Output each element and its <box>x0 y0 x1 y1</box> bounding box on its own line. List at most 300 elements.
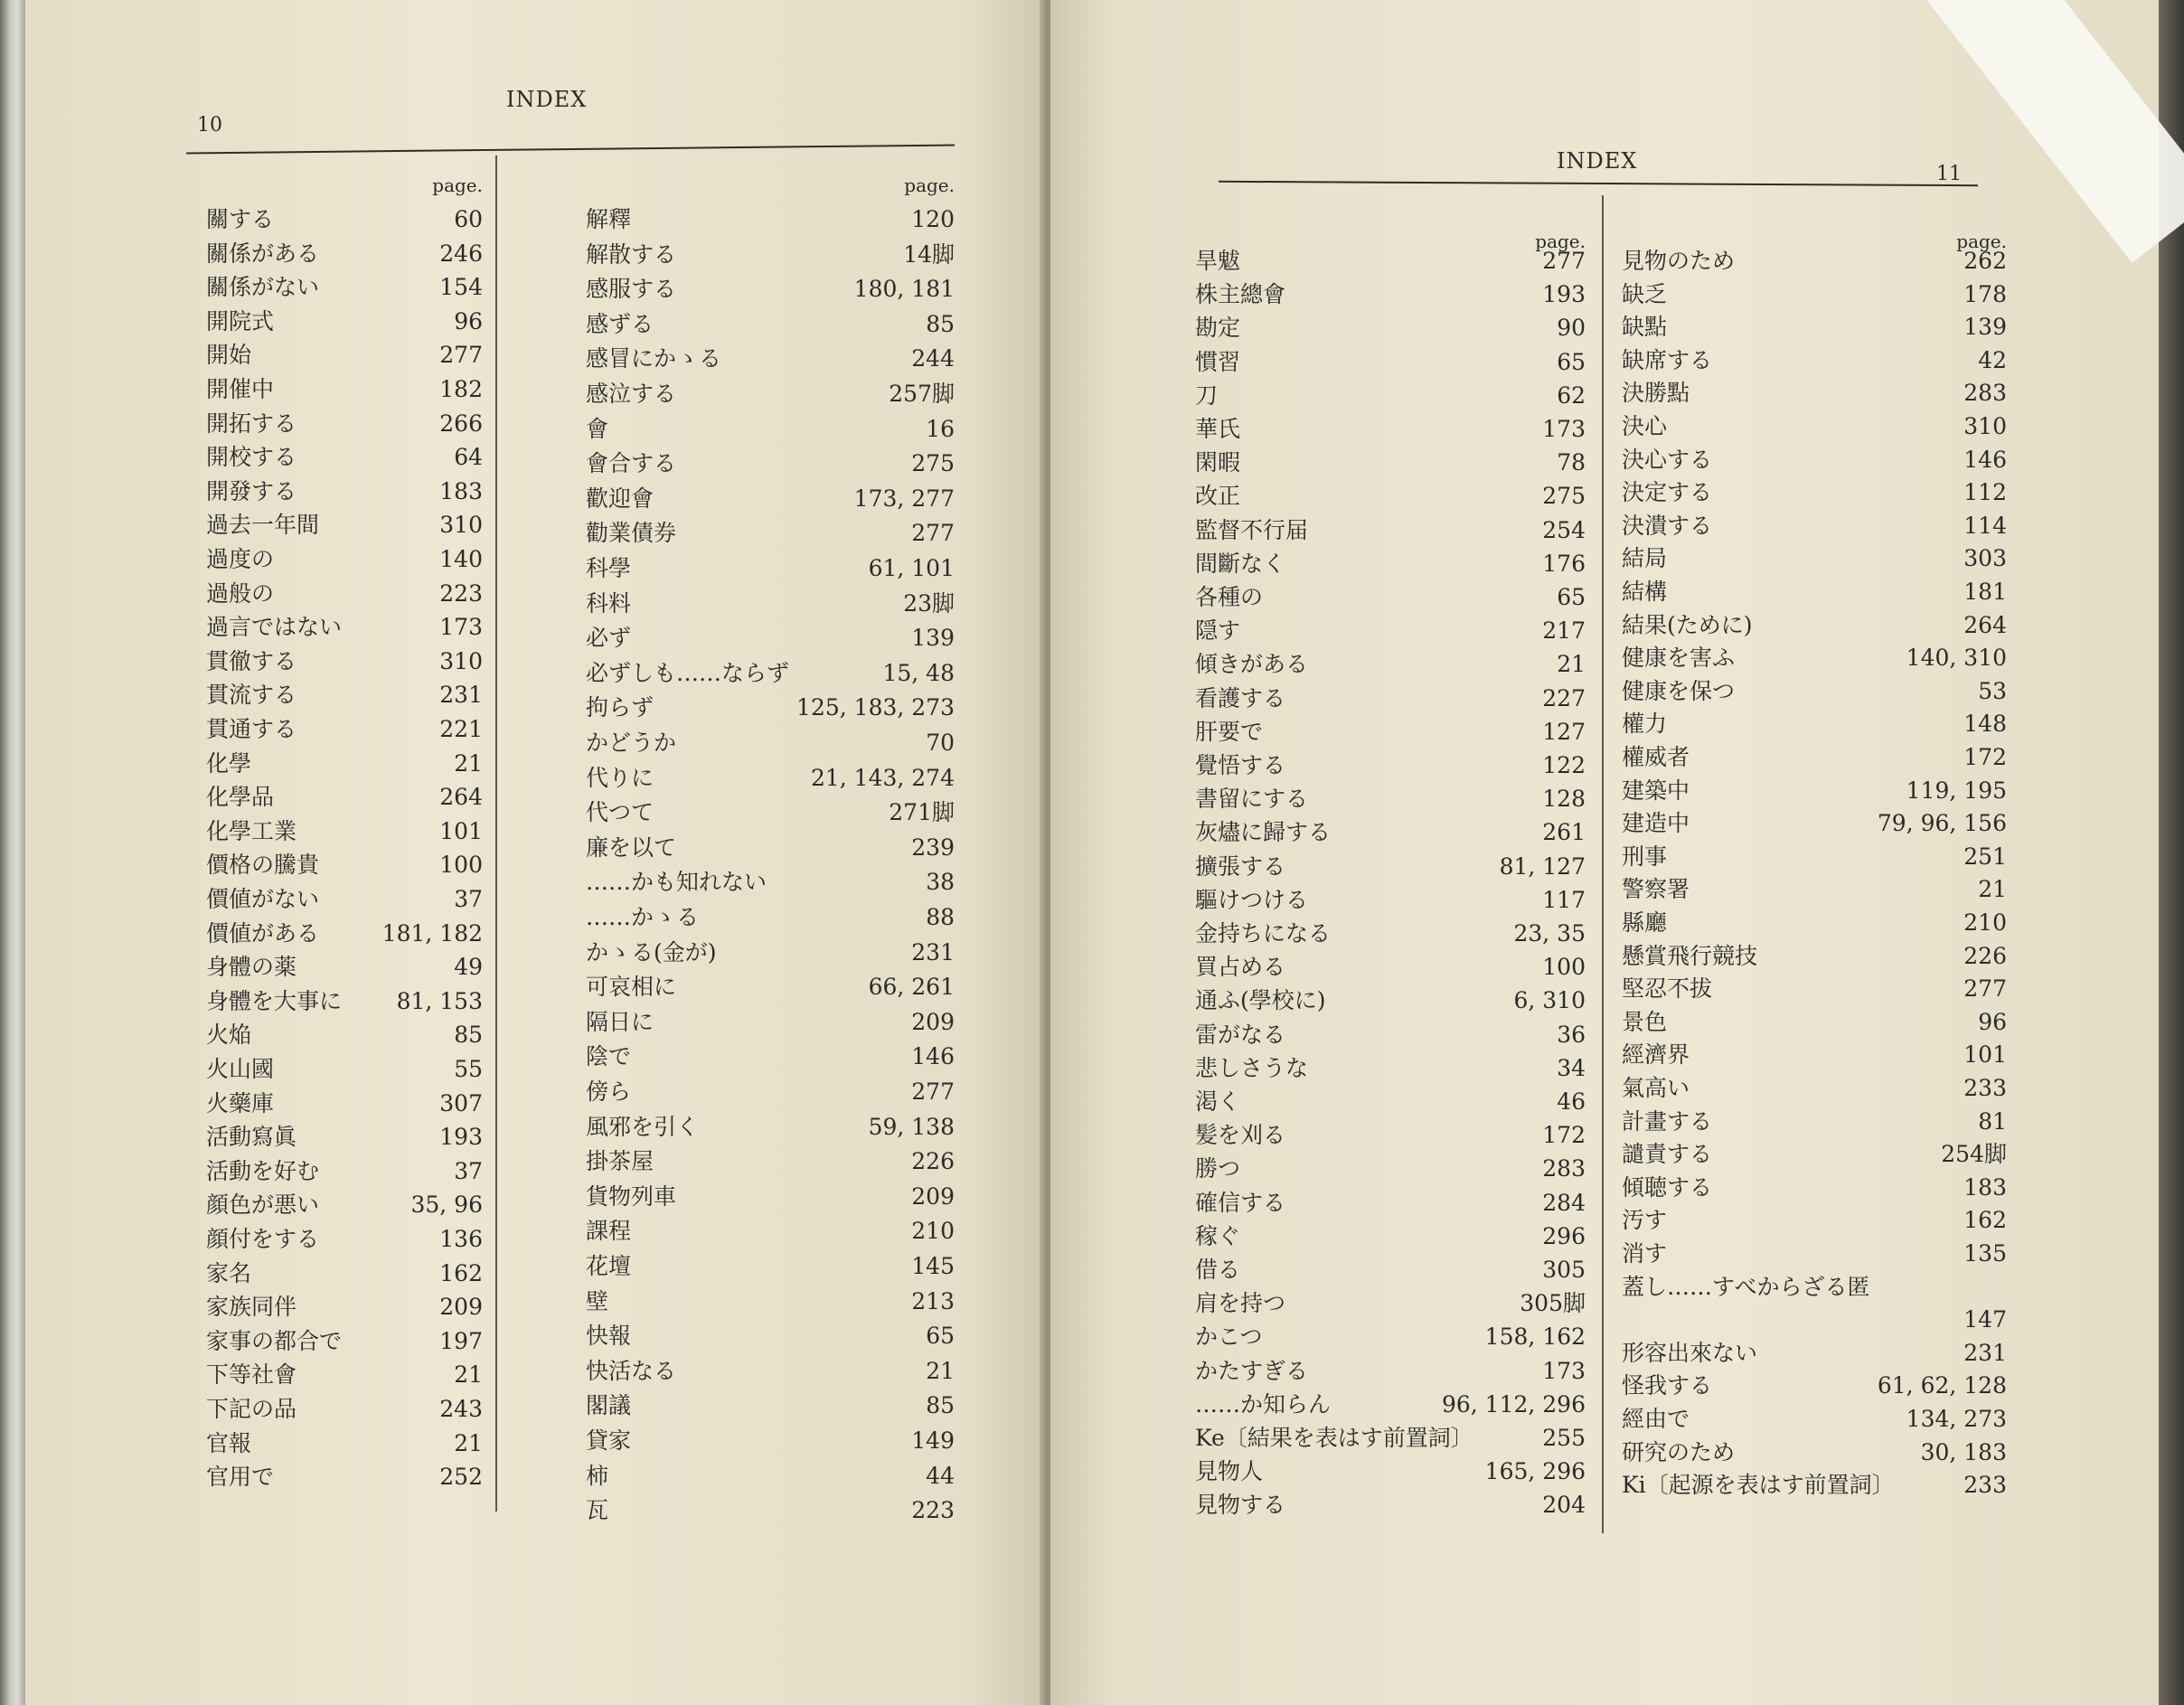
index-page-ref: 244 <box>911 345 955 372</box>
index-term: 建築中 <box>1622 777 1690 804</box>
index-page-ref: 88 <box>926 904 955 930</box>
index-entry <box>1622 476 2007 509</box>
index-entry <box>1622 1303 2007 1336</box>
index-page-ref: 100 <box>1542 954 1586 981</box>
index-entry <box>586 1040 955 1073</box>
index-term: 渇く <box>1195 1088 1241 1115</box>
index-page-ref: 254 <box>1542 516 1586 543</box>
index-page-ref: 264 <box>439 784 483 811</box>
index-term: 開催中 <box>206 376 275 402</box>
index-entry <box>586 1493 955 1527</box>
index-term: 雷がなる <box>1195 1021 1286 1048</box>
index-entry <box>206 1324 483 1358</box>
index-term: 研究のため <box>1622 1438 1736 1465</box>
index-entry <box>206 270 483 304</box>
index-entry <box>1195 1455 1586 1488</box>
index-page-ref: 37 <box>454 886 483 912</box>
index-page-ref: 15, 48 <box>882 659 955 686</box>
index-term: 閣議 <box>586 1392 632 1419</box>
index-term: 顔色が悪い <box>206 1192 320 1219</box>
index-entry <box>1622 575 2007 608</box>
index-entry <box>1622 1005 2007 1039</box>
index-entry <box>1195 782 1586 815</box>
index-term: 會 <box>586 415 609 442</box>
index-entry <box>1195 1286 1586 1320</box>
index-entry <box>586 1319 955 1352</box>
index-page-ref: 70 <box>926 730 955 756</box>
index-page-ref: 65 <box>1557 348 1586 375</box>
index-entry <box>1622 740 2007 774</box>
index-entry <box>1195 883 1586 917</box>
index-term: 必ずしも……ならず <box>586 659 790 686</box>
index-page-ref: 277 <box>1542 248 1586 274</box>
index-entry <box>1195 815 1586 849</box>
index-term: 金持ちになる <box>1195 920 1332 947</box>
index-term: 過度の <box>206 546 275 572</box>
index-page-ref: 146 <box>1963 446 2007 473</box>
index-page-ref: 173, 277 <box>853 485 955 512</box>
index-entry <box>586 1214 955 1248</box>
index-entry <box>1195 917 1586 950</box>
index-page-ref: 305脚 <box>1520 1290 1586 1317</box>
index-entry <box>1195 1320 1586 1353</box>
index-page-ref: 283 <box>1542 1155 1586 1182</box>
index-entry <box>586 936 955 969</box>
index-entry <box>206 237 483 270</box>
index-entry <box>1195 1421 1586 1455</box>
index-term: 見物のため <box>1622 248 1736 274</box>
index-entry <box>206 1018 483 1051</box>
index-term: ……かゝる <box>586 904 700 930</box>
index-page-ref: 140 <box>439 546 483 572</box>
index-entry <box>1195 1051 1586 1085</box>
index-entry <box>586 238 955 271</box>
index-term: 陰で <box>586 1043 632 1070</box>
index-entry <box>206 747 483 780</box>
index-term: 勘定 <box>1195 315 1241 342</box>
index-term: 建造中 <box>1622 810 1690 837</box>
index-term: 髪を刈る <box>1195 1122 1286 1149</box>
index-entry <box>1195 1388 1586 1421</box>
index-term: 健康を保つ <box>1622 677 1736 704</box>
page-number: 11 <box>1936 163 1962 185</box>
index-page-ref: 239 <box>911 834 955 861</box>
index-page-ref: 172 <box>1542 1122 1586 1149</box>
index-page-ref: 277 <box>911 1079 955 1105</box>
index-page-ref: 139 <box>911 625 955 652</box>
index-entry <box>586 482 955 515</box>
index-term: 健康を害ふ <box>1622 645 1736 672</box>
index-page-ref: 85 <box>926 310 955 337</box>
index-entry <box>206 475 483 508</box>
index-term: 開發する <box>206 477 297 504</box>
page-header: INDEX <box>506 87 588 112</box>
index-entry <box>206 372 483 406</box>
index-page-ref: 21 <box>1978 876 2007 903</box>
index-page-ref: 36 <box>1557 1021 1586 1048</box>
index-page-ref: 277 <box>1963 975 2007 1003</box>
index-page-ref: 310 <box>439 512 483 539</box>
index-page-ref: 210 <box>911 1218 955 1245</box>
index-page-ref: 79, 96, 156 <box>1877 810 2007 837</box>
index-entry <box>586 1285 955 1318</box>
index-term: 肩を持つ <box>1195 1290 1286 1317</box>
index-term: 悲しさうな <box>1195 1054 1309 1081</box>
page-label: page. <box>1535 231 1586 252</box>
index-page-ref: 180, 181 <box>853 276 955 303</box>
index-term: かどうか <box>586 730 677 756</box>
index-entry <box>206 407 483 440</box>
index-term: かたすぎる <box>1195 1357 1309 1384</box>
index-page-ref: 21 <box>926 1357 955 1384</box>
index-entry <box>1622 1369 2007 1402</box>
index-page-ref: 96, 112, 296 <box>1441 1390 1586 1418</box>
index-page-ref: 55 <box>454 1056 483 1082</box>
index-term: 感泣する <box>586 381 677 407</box>
index-page-ref: 136 <box>439 1226 483 1252</box>
index-page-ref: 183 <box>1963 1173 2007 1201</box>
left-page <box>25 0 1047 1705</box>
index-entry <box>206 1460 483 1493</box>
index-page-ref: 223 <box>439 579 483 607</box>
index-term: 官用で <box>206 1464 275 1491</box>
index-entry <box>586 796 955 829</box>
index-entry <box>586 1424 955 1457</box>
index-term: 歡迎會 <box>586 485 654 512</box>
index-term: 監督不行届 <box>1195 516 1309 543</box>
index-page-ref: 209 <box>911 1182 955 1210</box>
index-page-ref: 96 <box>1978 1008 2007 1035</box>
index-entry <box>586 831 955 864</box>
index-entry <box>206 1358 483 1391</box>
index-page-ref: 81, 153 <box>396 987 483 1014</box>
index-entry <box>586 307 955 341</box>
index-entry <box>1195 1186 1586 1220</box>
index-entry <box>1622 608 2007 642</box>
index-page-ref: 90 <box>1557 315 1586 342</box>
index-entry <box>206 203 483 236</box>
index-page-ref: 176 <box>1542 550 1586 577</box>
index-page-ref: 134, 273 <box>1906 1406 2007 1432</box>
index-page-ref: 35, 96 <box>410 1192 483 1219</box>
index-term: 見物する <box>1195 1492 1286 1519</box>
index-entry <box>1622 1436 2007 1469</box>
index-page-ref: 96 <box>454 307 483 334</box>
index-page-ref: 310 <box>439 647 483 674</box>
index-page-ref: 204 <box>1542 1492 1586 1519</box>
index-term: 火焔 <box>206 1022 252 1049</box>
index-term: 隠す <box>1195 617 1241 645</box>
index-page-ref: 128 <box>1542 786 1586 813</box>
index-page-ref: 21 <box>454 1429 483 1456</box>
index-entry <box>206 848 483 881</box>
index-page-ref: 146 <box>911 1043 955 1070</box>
index-entry <box>1622 972 2007 1005</box>
index-term: 關する <box>206 206 275 232</box>
index-entry <box>586 691 955 724</box>
index-page-ref: 78 <box>1557 449 1586 476</box>
index-entry <box>1195 647 1586 681</box>
index-page-ref: 254脚 <box>1941 1141 2007 1168</box>
index-entry <box>586 516 955 550</box>
index-entry <box>586 1005 955 1039</box>
index-entry <box>1622 443 2007 476</box>
index-page-ref: 162 <box>439 1259 483 1286</box>
index-entry <box>1195 850 1586 883</box>
index-entry <box>206 1257 483 1290</box>
index-term: 下記の品 <box>206 1396 297 1422</box>
book-cover-edge <box>0 0 25 1705</box>
index-page-ref: 81 <box>1978 1107 2007 1135</box>
index-entry <box>206 1154 483 1188</box>
index-page-ref: 101 <box>439 817 483 844</box>
index-term: Ki〔起源を表はす前置詞〕 <box>1622 1472 1895 1499</box>
index-term: かこつ <box>1195 1323 1263 1351</box>
index-term: 可哀相に <box>586 974 677 1001</box>
index-page-ref: 246 <box>439 240 483 267</box>
index-entry <box>586 970 955 1003</box>
index-entry <box>206 1290 483 1323</box>
index-term: 見物人 <box>1195 1458 1264 1485</box>
index-page-ref: 231 <box>911 938 955 966</box>
index-term: 權力 <box>1622 711 1668 738</box>
index-entry <box>206 882 483 916</box>
index-entry <box>1195 513 1586 547</box>
index-term: 關係がない <box>206 274 320 301</box>
index-term: 過言ではない <box>206 614 343 641</box>
index-term: 開院式 <box>206 307 275 334</box>
index-term: 傍ら <box>586 1079 632 1105</box>
index-term: 家族同伴 <box>206 1294 297 1321</box>
index-page-ref: 231 <box>439 682 483 709</box>
index-term: 形容出來ない <box>1622 1339 1758 1366</box>
index-entry <box>1622 1270 2007 1304</box>
index-page-ref: 149 <box>911 1427 955 1454</box>
index-term: 柿 <box>586 1462 609 1489</box>
index-entry <box>206 984 483 1018</box>
index-entry <box>1195 682 1586 715</box>
page-label: page. <box>1956 231 2007 252</box>
index-term: 驅けつける <box>1195 886 1309 913</box>
index-entry <box>206 338 483 372</box>
index-entry <box>1195 412 1586 446</box>
index-page-ref: 148 <box>1963 711 2007 738</box>
index-entry <box>206 440 483 474</box>
index-page-ref: 114 <box>1963 512 2007 539</box>
index-page-ref: 257脚 <box>889 381 955 407</box>
index-term: 貨物列車 <box>586 1182 677 1210</box>
index-entry <box>1622 244 2007 278</box>
index-entry <box>586 1180 955 1213</box>
index-term: 價格の騰貴 <box>206 852 320 879</box>
index-page-ref: 120 <box>911 206 955 232</box>
index-term: 科學 <box>586 555 632 581</box>
index-page-ref: 223 <box>911 1497 955 1524</box>
index-entry <box>206 1427 483 1460</box>
index-term: 快活なる <box>586 1357 677 1384</box>
index-entry <box>586 1249 955 1283</box>
index-term: 火山國 <box>206 1056 275 1082</box>
index-page-ref: 101 <box>1963 1041 2007 1069</box>
index-page-ref: 271脚 <box>889 799 955 826</box>
index-page-ref: 283 <box>1963 380 2007 407</box>
index-term: 各種の <box>1195 584 1264 610</box>
page-header: INDEX <box>1557 148 1638 174</box>
index-entry <box>1622 674 2007 708</box>
index-entry <box>1622 806 2007 840</box>
index-page-ref: 145 <box>911 1253 955 1279</box>
index-term: 活動を好む <box>206 1157 320 1184</box>
index-term: 關係がある <box>206 240 320 267</box>
header-rule <box>1219 181 1978 186</box>
index-page-ref: 172 <box>1963 744 2007 770</box>
index-page-ref: 44 <box>926 1462 955 1489</box>
index-entry <box>1195 479 1586 513</box>
index-page-ref: 227 <box>1542 684 1586 711</box>
index-page-ref: 303 <box>1963 545 2007 572</box>
index-entry <box>206 917 483 950</box>
index-entry <box>1622 872 2007 906</box>
index-entry <box>206 1052 483 1086</box>
index-term: 看護する <box>1195 684 1286 711</box>
index-page-ref: 16 <box>926 415 955 442</box>
index-entry <box>1195 547 1586 580</box>
index-page-ref: 162 <box>1963 1207 2007 1234</box>
index-page-ref: 182 <box>439 376 483 402</box>
index-page-ref: 252 <box>439 1464 483 1491</box>
index-entry <box>206 1392 483 1426</box>
index-entry <box>1622 1237 2007 1270</box>
index-page-ref: 60 <box>454 206 483 232</box>
index-term: 書留にする <box>1195 786 1309 813</box>
index-entry <box>206 577 483 610</box>
index-page-ref: 46 <box>1557 1088 1586 1115</box>
index-page-ref: 64 <box>454 444 483 471</box>
index-entry <box>586 1145 955 1178</box>
index-entry <box>1622 410 2007 443</box>
index-entry <box>1195 446 1586 479</box>
index-page-ref: 183 <box>439 477 483 504</box>
index-term: 旱魃 <box>1195 248 1241 274</box>
index-term: 經濟界 <box>1622 1041 1690 1069</box>
index-term: 勸業債券 <box>586 520 677 547</box>
index-term: 氣高い <box>1622 1075 1690 1101</box>
index-entry <box>586 447 955 480</box>
index-term: 火藥庫 <box>206 1089 275 1116</box>
index-page-ref: 135 <box>1963 1240 2007 1267</box>
index-page-ref: 147 <box>1963 1306 2007 1333</box>
index-page-ref: 233 <box>1963 1075 2007 1101</box>
index-page-ref: 209 <box>911 1008 955 1035</box>
index-term: 開拓する <box>206 410 297 437</box>
index-entry <box>586 551 955 585</box>
index-page-ref: 266 <box>439 410 483 437</box>
index-page-ref: 65 <box>926 1323 955 1350</box>
index-term: 覺悟する <box>1195 752 1286 778</box>
index-entry <box>1195 614 1586 647</box>
index-term: 過般の <box>206 579 275 607</box>
index-entry <box>206 645 483 678</box>
index-page-ref: 21 <box>1557 651 1586 678</box>
index-term: 景色 <box>1622 1008 1668 1035</box>
index-term: 堅忍不拔 <box>1622 975 1713 1003</box>
index-page-ref: 100 <box>439 852 483 879</box>
index-page-ref: 221 <box>439 716 483 742</box>
index-term: 缺乏 <box>1622 280 1668 307</box>
index-page-ref: 277 <box>439 342 483 369</box>
index-term: 化學 <box>206 749 252 777</box>
index-term: 缺點 <box>1622 314 1668 341</box>
index-page-ref: 210 <box>1963 909 2007 936</box>
index-entry <box>1622 1105 2007 1138</box>
index-page-ref: 65 <box>1557 584 1586 610</box>
index-entry <box>586 203 955 236</box>
index-term: 改正 <box>1195 483 1241 510</box>
index-page-ref: 81, 127 <box>1499 852 1586 880</box>
index-entry <box>1195 379 1586 412</box>
index-entry <box>1622 542 2007 575</box>
index-entry <box>1622 774 2007 807</box>
index-entry <box>206 305 483 338</box>
index-page-ref: 61, 62, 128 <box>1877 1372 2007 1399</box>
index-term: 決心する <box>1622 446 1713 473</box>
index-term: 花壇 <box>586 1253 632 1279</box>
index-term: 計畫する <box>1622 1107 1713 1135</box>
index-entry <box>1195 950 1586 984</box>
index-entry <box>1195 345 1586 379</box>
index-entry <box>1195 749 1586 782</box>
index-term: 掛茶屋 <box>586 1148 654 1175</box>
column-divider <box>495 155 497 1512</box>
header-rule <box>186 145 955 155</box>
index-page-ref: 21, 143, 274 <box>810 764 955 791</box>
index-entry <box>1622 1336 2007 1370</box>
index-entry <box>206 508 483 542</box>
index-term: 汚す <box>1622 1207 1668 1234</box>
index-entry <box>206 1120 483 1154</box>
index-term: 代つて <box>586 799 654 826</box>
index-page-ref: 197 <box>439 1327 483 1354</box>
index-page-ref: 59, 138 <box>868 1113 955 1140</box>
index-entry <box>1195 1354 1586 1388</box>
index-term: 警察署 <box>1622 876 1690 903</box>
index-entry <box>206 1188 483 1221</box>
index-page-ref: 209 <box>439 1294 483 1321</box>
index-entry <box>586 1459 955 1493</box>
index-page-ref: 181, 182 <box>381 919 483 947</box>
index-page-ref: 122 <box>1542 752 1586 778</box>
index-entry <box>586 272 955 306</box>
index-entry <box>1195 244 1586 278</box>
index-page-ref: 85 <box>926 1392 955 1419</box>
index-page-ref: 85 <box>454 1022 483 1049</box>
index-entry <box>1622 1071 2007 1105</box>
index-entry <box>586 900 955 934</box>
index-entry <box>586 342 955 375</box>
index-term: 身體を大事に <box>206 987 343 1014</box>
index-entry <box>206 542 483 576</box>
index-term: 貫通する <box>206 716 297 742</box>
index-entry <box>1195 715 1586 749</box>
index-page-ref: 284 <box>1542 1189 1586 1216</box>
index-entry <box>1622 344 2007 377</box>
index-entry <box>1195 278 1586 311</box>
index-page-ref: 42 <box>1978 346 2007 373</box>
page-label: page. <box>904 174 955 196</box>
index-page-ref: 30, 183 <box>1920 1438 2007 1465</box>
index-term: 華氏 <box>1195 416 1241 442</box>
index-term: 活動寫眞 <box>206 1124 297 1151</box>
